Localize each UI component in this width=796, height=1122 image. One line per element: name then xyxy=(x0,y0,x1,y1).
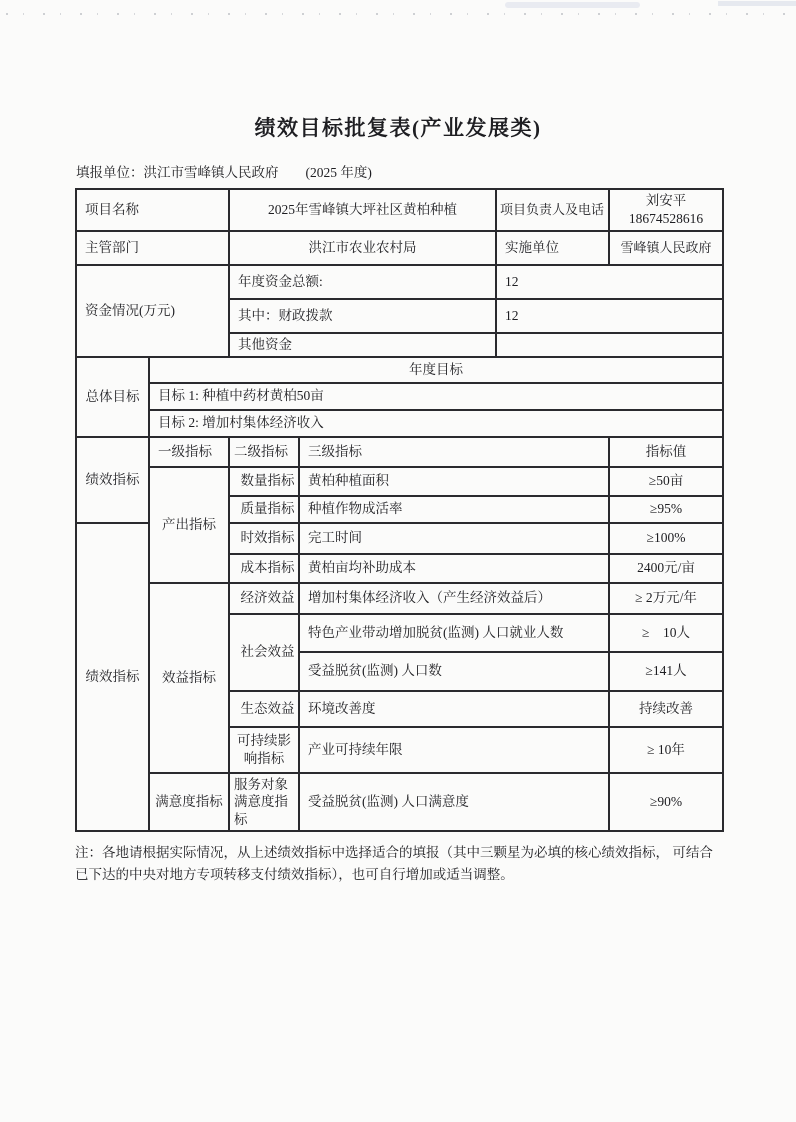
sustainability-indicator-cell: 可持续影响指标 xyxy=(229,727,299,773)
social-value-2-cell: ≥141人 xyxy=(609,652,723,691)
level2-header-cell: 二级指标 xyxy=(229,437,299,467)
table-row xyxy=(76,437,723,467)
form-title: 绩效目标批复表(产业发展类) xyxy=(254,116,542,140)
social-detail-1-cell: 特色产业带动增加脱贫(监测) 人口就业人数 xyxy=(299,614,609,652)
satisfaction-group-cell: 满意度指标 xyxy=(149,773,229,832)
reporting-unit-label: 填报单位：洪江市雪峰镇人民政府 xyxy=(76,165,279,180)
annual-goal-header-cell: 年度目标 xyxy=(149,357,723,383)
impl-label-cell: 实施单位 xyxy=(496,231,609,265)
timeliness-value-cell: ≥100% xyxy=(609,523,723,554)
cost-indicator-cell: 成本指标 xyxy=(229,554,299,583)
table-row xyxy=(76,773,723,832)
benefit-group-cell: 效益指标 xyxy=(149,583,229,773)
quantity-value-cell: ≥50亩 xyxy=(609,467,723,496)
project-label-cell: 项目名称 xyxy=(76,189,229,231)
perf-indicator-section-bottom-cell: 绩效指标 xyxy=(76,523,149,832)
leader-phone: 18674528616 xyxy=(628,211,704,226)
scan-noise-strip xyxy=(6,13,790,15)
dept-name-cell: 洪江市农业农村局 xyxy=(229,231,496,265)
quality-detail-cell: 种植作物成活率 xyxy=(299,496,609,523)
cost-detail-cell: 黄柏亩均补助成本 xyxy=(299,554,609,583)
funding-section-cell: 资金情况(万元) xyxy=(76,265,229,357)
timeliness-indicator-cell: 时效指标 xyxy=(229,523,299,554)
ecological-benefit-cell: 生态效益 xyxy=(229,691,299,727)
quality-indicator-cell: 质量指标 xyxy=(229,496,299,523)
timeliness-detail-cell: 完工时间 xyxy=(299,523,609,554)
year-label: (2025 年度) xyxy=(305,165,372,180)
table-row xyxy=(76,265,723,299)
table-row xyxy=(76,231,723,265)
funding-total-label-cell: 年度资金总额: xyxy=(229,265,496,299)
social-benefit-cell: 社会效益 xyxy=(229,614,299,691)
overall-goal-section-cell: 总体目标 xyxy=(76,357,149,437)
scan-smudge xyxy=(505,2,640,8)
value-header-cell: 指标值 xyxy=(609,437,723,467)
table-row xyxy=(76,583,723,614)
output-group-cell: 产出指标 xyxy=(149,467,229,583)
performance-target-table xyxy=(75,188,724,832)
quantity-indicator-cell: 数量指标 xyxy=(229,467,299,496)
leader-name: 刘安平 xyxy=(645,193,687,209)
funding-total-value-cell: 12 xyxy=(496,265,723,299)
impl-name-cell: 雪峰镇人民政府 xyxy=(609,231,723,265)
ecological-value-cell: 持续改善 xyxy=(609,691,723,727)
economic-benefit-cell: 经济效益 xyxy=(229,583,299,614)
table-row xyxy=(76,467,723,496)
table-row xyxy=(76,189,723,231)
project-name-cell: 2025年雪峰镇大坪社区黄柏种植 xyxy=(229,189,496,231)
funding-other-value-cell xyxy=(496,333,723,357)
level1-header-cell: 一级指标 xyxy=(149,437,229,467)
economic-value-cell: ≥ 2万元/年 xyxy=(609,583,723,614)
quantity-detail-cell: 黄柏种植面积 xyxy=(299,467,609,496)
footnote: 注：各地请根据实际情况，从上述绩效指标中选择适合的填报（其中三颗星为必填的核心绩效指标， 可结合已下达的中央对地方专项转移支付绩效指标），也可自行增加或适当调整。 xyxy=(75,845,713,882)
social-detail-2-cell: 受益脱贫(监测) 人口数 xyxy=(299,652,609,691)
ecological-detail-cell: 环境改善度 xyxy=(299,691,609,727)
table-row xyxy=(76,410,723,437)
level3-header-cell: 三级指标 xyxy=(299,437,609,467)
perf-indicator-section-top-cell: 绩效指标 xyxy=(76,437,149,523)
goal-1-cell: 目标 1: 种植中药材黄柏50亩 xyxy=(149,383,723,410)
sustainability-detail-cell: 产业可持续年限 xyxy=(299,727,609,773)
meta-row xyxy=(76,161,796,181)
leader-label-cell: 项目负责人及电话 xyxy=(496,189,609,231)
satisfaction-detail-cell: 受益脱贫(监测) 人口满意度 xyxy=(299,773,609,832)
cost-value-cell: 2400元/亩 xyxy=(609,554,723,583)
funding-other-label-cell: 其他资金 xyxy=(229,333,496,357)
table-row xyxy=(76,383,723,410)
leader-value-cell xyxy=(609,189,723,231)
funding-fiscal-label-cell: 其中：财政拨款 xyxy=(229,299,496,333)
funding-fiscal-value-cell: 12 xyxy=(496,299,723,333)
quality-value-cell: ≥95% xyxy=(609,496,723,523)
social-value-1-cell: ≥ 10人 xyxy=(609,614,723,652)
dept-label-cell: 主管部门 xyxy=(76,231,229,265)
sustainability-value-cell: ≥ 10年 xyxy=(609,727,723,773)
satisfaction-indicator-cell: 服务对象满意度指标 xyxy=(229,773,299,832)
goal-2-cell: 目标 2: 增加村集体经济收入 xyxy=(149,410,723,437)
economic-detail-cell: 增加村集体经济收入（产生经济效益后） xyxy=(299,583,609,614)
satisfaction-value-cell: ≥90% xyxy=(609,773,723,832)
table-row xyxy=(76,357,723,383)
scan-smudge xyxy=(718,1,796,6)
